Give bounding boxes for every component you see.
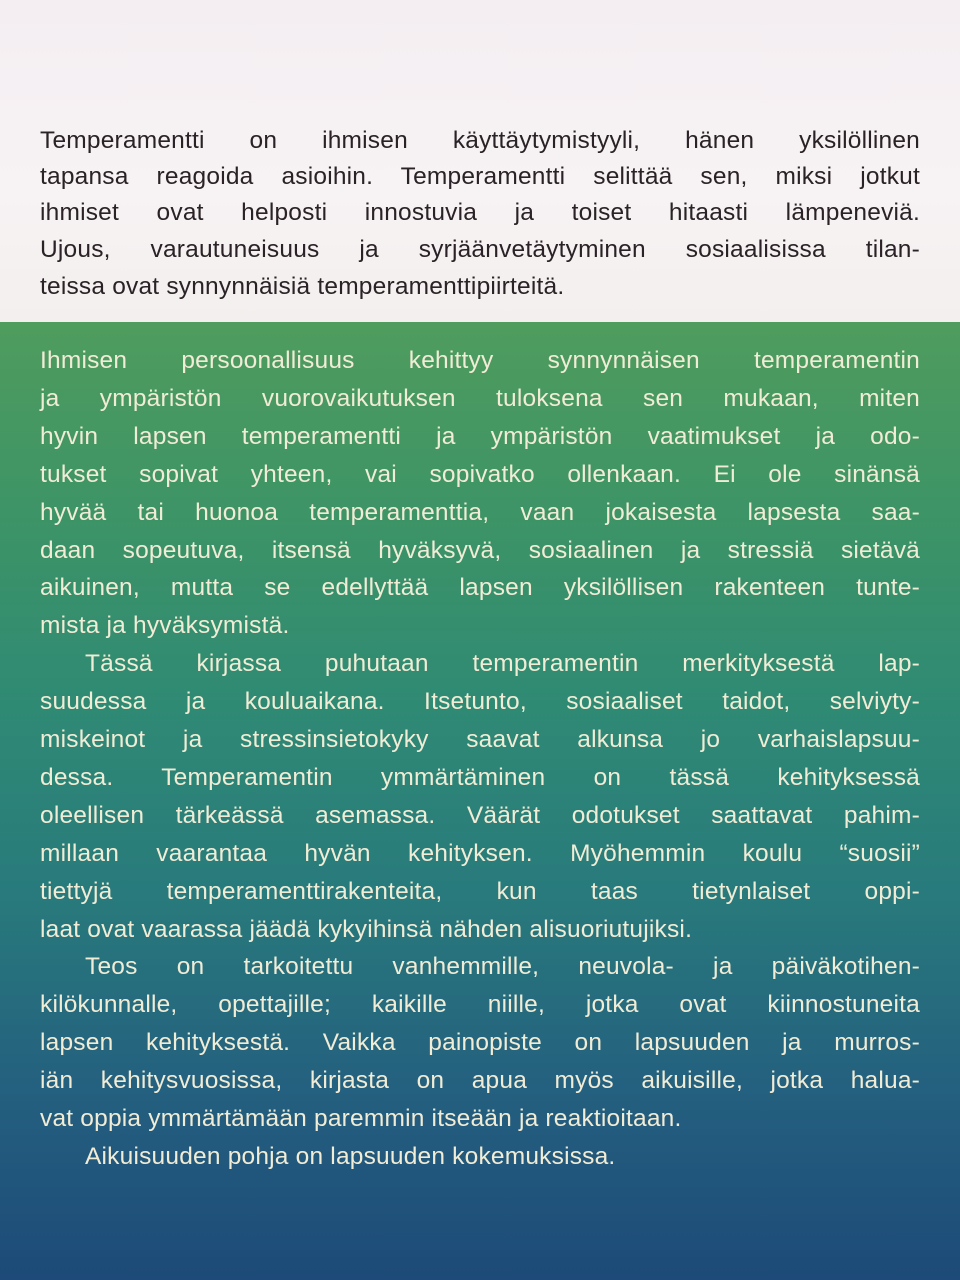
intro-line: teissa ovat synnynnäisiä temperamenttipiirteitä. (40, 273, 565, 300)
paragraph-3-line: iän kehitysvuosissa, kirjasta on apua myös aikuisille, jotka halua- (40, 1067, 920, 1095)
paragraph-2-line: oleellisen tärkeässä asemassa. Väärät odotukset saattavat pahim- (40, 801, 920, 829)
paragraph-2-line: miskeinot ja stressinsietokyky saavat alkunsa jo varhaislapsuu- (40, 726, 920, 753)
intro-line: Temperamentti on ihmisen käyttäytymistyyli, hänen yksilöllinen (40, 127, 920, 154)
paragraph-3-line: Teos on tarkoitettu vanhemmille, neuvola- ja päiväkotihen- (85, 953, 920, 981)
paragraph-1-line: daan sopeutuva, itsensä hyväksyvä, sosiaalinen ja stressiä sietävä (40, 536, 920, 564)
paragraph-1-line: hyvin lapsen temperamentti ja ympäristön vaatimukset ja odo- (40, 422, 920, 450)
intro-line: Ujous, varautuneisuus ja syrjäänvetäytyminen sosiaalisissa tilan- (40, 236, 920, 263)
intro-section (0, 0, 960, 322)
paragraph-3-line: vat oppia ymmärtämään paremmin itseään ja reaktioitaan. (40, 1105, 682, 1132)
paragraph-2-line: suudessa ja kouluaikana. Itsetunto, sosiaaliset taidot, selviyty- (40, 688, 920, 716)
paragraph-1-line: hyvää tai huonoa temperamenttia, vaan jokaisesta lapsesta saa- (40, 498, 920, 526)
intro-line: ihmiset ovat helposti innostuvia ja toiset hitaasti lämpeneviä. (40, 199, 920, 226)
paragraph-2-line: millaan vaarantaa hyvän kehityksen. Myöhemmin koulu “suosii” (40, 839, 920, 867)
paragraph-2-line: Tässä kirjassa puhutaan temperamentin merkityksestä lap- (85, 650, 920, 678)
paragraph-2-line: laat ovat vaarassa jäädä kykyihinsä nähden alisuoriutujiksi. (40, 915, 693, 943)
intro-line: tapansa reagoida asioihin. Temperamentti selittää sen, miksi jotkut (40, 163, 920, 190)
paragraph-1-line: ja ympäristön vuorovaikutuksen tuloksena sen mukaan, miten (40, 384, 920, 412)
body-section (0, 322, 960, 1280)
paragraph-2-line: tiettyjä temperamenttirakenteita, kun taas tietynlaiset oppi- (40, 877, 920, 905)
paragraph-1-line: Ihmisen persoonallisuus kehittyy synnynnäisen temperamentin (40, 347, 920, 374)
paragraph-3-line: lapsen kehityksestä. Vaikka painopiste on lapsuuden ja murros- (40, 1029, 920, 1057)
paragraph-2-line: dessa. Temperamentin ymmärtäminen on tässä kehityksessä (40, 763, 920, 791)
paragraph-1-line: mista ja hyväksymistä. (40, 612, 290, 640)
paragraph-3-line: kilökunnalle, opettajille; kaikille niille, jotka ovat kiinnostuneita (40, 991, 920, 1019)
paragraph-1-line: tukset sopivat yhteen, vai sopivatko ollenkaan. Ei ole sinänsä (40, 460, 920, 488)
paragraph-4-line: Aikuisuuden pohja on lapsuuden kokemuksissa. (85, 1142, 616, 1170)
paragraph-1-line: aikuinen, mutta se edellyttää lapsen yksilöllisen rakenteen tunte- (40, 574, 920, 602)
